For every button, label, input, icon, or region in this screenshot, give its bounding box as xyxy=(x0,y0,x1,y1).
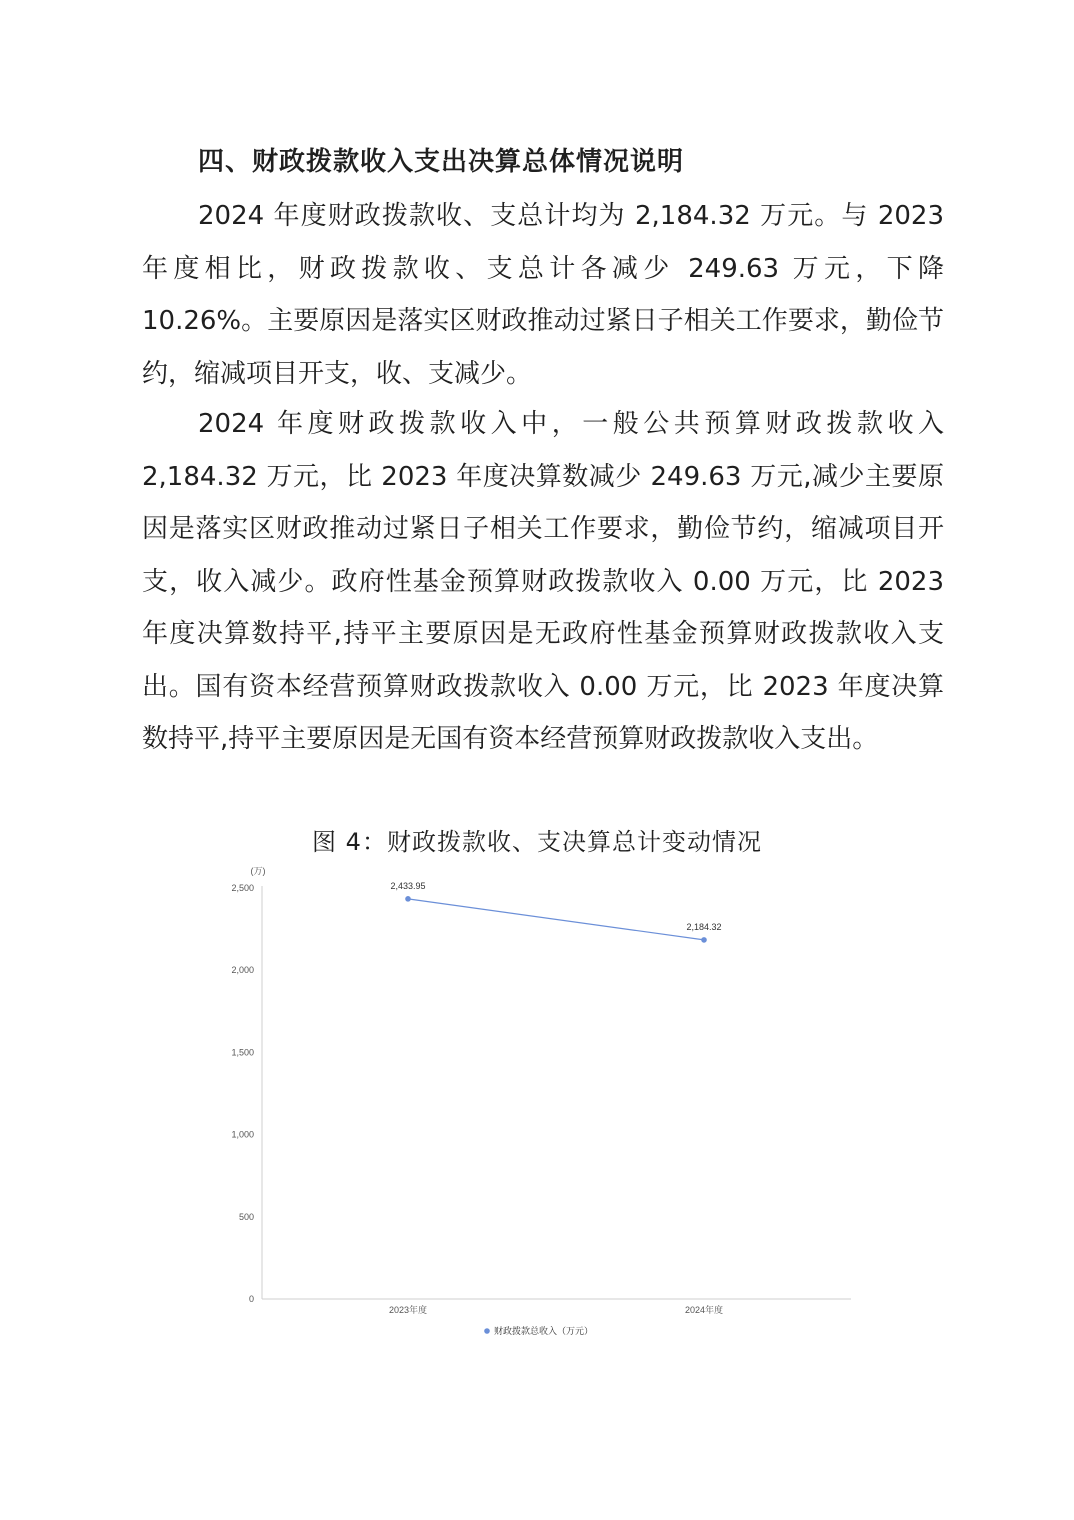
section-heading: 四、财政拨款收入支出决算总体情况说明 xyxy=(198,147,685,177)
data-label: 2,184.32 xyxy=(686,921,722,932)
y-tick-label: 2,000 xyxy=(231,965,254,976)
y-tick-label: 0 xyxy=(248,1294,254,1304)
y-tick-label: 1,000 xyxy=(231,1129,254,1140)
y-tick-label: 2,500 xyxy=(231,883,254,893)
y-axis-unit: (万) xyxy=(250,866,266,876)
figure-caption: 图 4：财政拨款收、支决算总计变动情况 xyxy=(312,828,762,856)
paragraph-1: 2024 年度财政拨款收、支总计均为 2,184.32 万元。与 2023 年度相比，财政拨款收、支总计各减少 249.63 万元，下降 10.26%。主要原因是落实区财政推动过紧日子相关工作要求，勤俭节约，缩减项目开支，收、支减少。 xyxy=(142,201,944,389)
x-tick-label: 2024年度 xyxy=(684,1305,724,1315)
legend-marker xyxy=(484,1328,490,1334)
data-point xyxy=(405,896,411,902)
y-tick-label: 500 xyxy=(238,1211,254,1222)
legend-label: 财政拨款总收入（万元） xyxy=(494,1327,594,1337)
x-tick-label: 2023年度 xyxy=(388,1305,428,1315)
series-line xyxy=(408,899,704,940)
paragraph-2: 2024 年度财政拨款收入中，一般公共预算财政拨款收入 2,184.32 万元，比 2023 年度决算数减少 249.63 万元,减少主要原因是落实区财政推动过紧日子相关工作要求，勤俭节约，缩减项目开支，收入减少。政府性基金预算财政拨款收入 0.00 万元，比 2023 年度决算数持平,持平主要原因是无政府性基金预算财政拨款收入支出。国有资本经营预算财政拨款收入 0.00 万元，比 2023 年度决算数持平,持平主要原因是无国有资本经营预算财政拨款收入支出。 xyxy=(142,409,944,754)
data-label: 2,433.95 xyxy=(390,880,426,891)
y-tick-label: 1,500 xyxy=(231,1047,254,1058)
data-point xyxy=(701,937,707,943)
